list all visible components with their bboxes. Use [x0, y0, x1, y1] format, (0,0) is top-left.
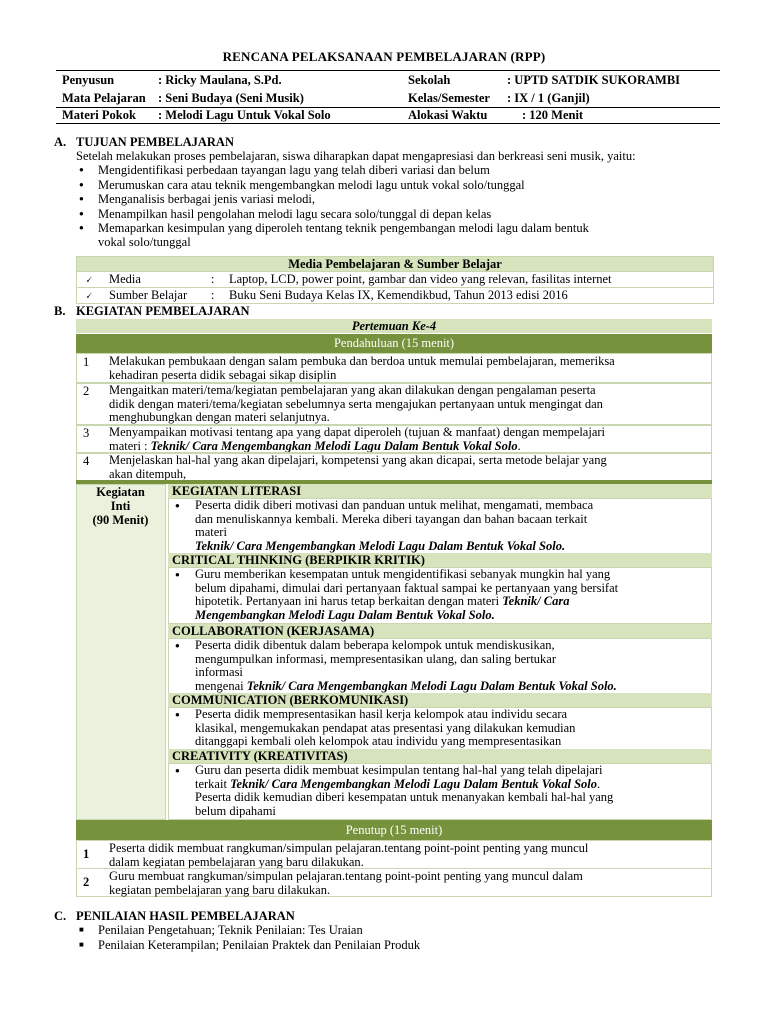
text-line: klasikal, mengemukakan pendapat atas presentasi yang dilakukan kemudian [195, 720, 576, 735]
section-a-title: TUJUAN PEMBELAJARAN [76, 135, 234, 149]
row-line: Menyampaikan motivasi tentang apa yang dapat diperoleh (tujuan & manfaat) dengan mempelajari [109, 425, 606, 439]
objective-item: ● Memaparkan kesimpulan yang diperoleh tentang teknik pengembangan melodi lagu dalam bentuk [76, 221, 716, 236]
row-text [109, 454, 699, 481]
assessment-list [76, 923, 676, 952]
row-line: menghubungkan dengan materi selanjutnya. [109, 410, 330, 424]
inti-label-line: Inti [110, 499, 131, 513]
row-text [109, 870, 699, 897]
text-line: ditanggapi kembali oleh kelompok atau individu yang mempresentasikan [195, 734, 562, 748]
text-line: belum dipahami, dimulai dari pertanyaan faktual sampai ke pertanyaan yang bersifat [195, 580, 619, 595]
assessment-item: ■ Penilaian Pengetahuan; Teknik Penilaian: Tes Uraian [76, 923, 676, 938]
row-number: 3 [83, 426, 90, 440]
critical-heading: CRITICAL THINKING (BERPIKIR KRITIK) [168, 553, 712, 567]
topic-emphasis: Teknik/ Cara [502, 594, 570, 608]
row-number: 2 [83, 384, 90, 398]
materi-value: : Melodi Lagu Untuk Vokal Solo [158, 108, 331, 122]
assessment-item: ■ Penilaian Keterampilan; Penilaian Praktek dan Penilaian Produk [76, 938, 676, 953]
critical-text [195, 568, 705, 622]
row-line [109, 440, 699, 454]
objectives-list [76, 163, 716, 236]
text-line: mengumpulkan informasi, mempresentasikan ulang, dan saling bertukar [195, 651, 557, 666]
penutup-band: Penutup (15 menit) [76, 820, 712, 840]
text-line: Peserta didik dibentuk dalam beberapa kelompok untuk mendiskusikan, [195, 638, 555, 652]
inti-label-line: (90 Menit) [92, 513, 149, 527]
sumber-value: Buku Seni Budaya Kelas IX, Kemendikbud, Tahun 2013 edisi 2016 [229, 288, 568, 302]
objective-item: ● Mengidentifikasi perbedaan tayangan lagu yang telah diberi variasi dan belum [76, 163, 716, 178]
sekolah-label: Sekolah [408, 73, 451, 87]
text-line: materi [195, 525, 227, 539]
section-a-letter: A. [54, 135, 67, 149]
kelas-label: Kelas/Semester [408, 91, 490, 105]
communication-body [168, 707, 712, 750]
pendahuluan-band: Pendahuluan (15 menit) [76, 334, 712, 353]
collaboration-text [195, 639, 705, 693]
header-row-2 [56, 89, 720, 107]
header-info-table [56, 70, 720, 124]
media-value: Laptop, LCD, power point, gambar dan video yang relevan, fasilitas internet [229, 272, 612, 286]
section-b-letter: B. [54, 304, 66, 318]
inti-label [76, 485, 165, 527]
text-line: informasi [195, 665, 243, 679]
mapel-value: : Seni Budaya (Seni Musik) [158, 91, 304, 105]
row-line-text: materi : [109, 438, 151, 453]
text-segment: . [597, 776, 601, 791]
row-line: Melakukan pembukaan dengan salam pembuka dan berdoa untuk memulai pembelajaran, memeriksa [109, 354, 615, 368]
topic-emphasis: Teknik/ Cara Mengembangkan Melodi Lagu Dalam Bentuk Vokal Solo [150, 438, 518, 453]
text-line [195, 680, 705, 694]
row-text [109, 842, 699, 869]
objective-item: ● Menampilkan hasil pengolahan melodi lagu secara solo/tunggal di depan kelas [76, 207, 716, 222]
text-line: Peserta didik kemudian diberi kesempatan untuk menanyakan kembali hal-hal yang [195, 790, 614, 804]
bullet-icon: ● [175, 641, 180, 650]
kelas-value: : IX / 1 (Ganjil) [507, 91, 590, 105]
text-line: Guru memberikan kesempatan untuk mengidentifikasi sebanyak mungkin hal yang [195, 567, 611, 581]
communication-text [195, 708, 705, 749]
section-a-intro: Setelah melakukan proses pembelajaran, siswa diharapkan dapat mengapresiasi dan berkreasi seni musik, yaitu: [76, 149, 636, 163]
row-line: dalam kegiatan pembelajaran yang baru dilakukan. [109, 854, 364, 869]
row-line: kehadiran peserta didik sebagai sikap disiplin [109, 367, 337, 382]
collaboration-body [168, 638, 712, 694]
pendahuluan-row [76, 382, 712, 426]
bullet-icon: ● [175, 766, 180, 775]
creativity-text [195, 764, 705, 818]
checkbox-icon: 🗸 [85, 289, 93, 302]
bullet-icon: ● [175, 710, 180, 719]
topic-emphasis: Teknik/ Cara Mengembangkan Melodi Lagu Dalam Bentuk Vokal Solo [230, 776, 598, 791]
media-heading: Media Pembelajaran & Sumber Belajar [77, 257, 713, 271]
row-line: Mengaitkan materi/tema/kegiatan pembelajaran yang akan dilakukan dengan pengalaman peserta [109, 383, 596, 397]
media-sep: : [211, 272, 215, 286]
communication-heading: COMMUNICATION (BERKOMUNIKASI) [168, 693, 712, 707]
penutup-row [76, 840, 712, 869]
row-line: Menjelaskan hal-hal yang akan dipelajari, kompetensi yang akan dicapai, serta metode belajar yang [109, 453, 607, 467]
materi-label: Materi Pokok [62, 108, 136, 122]
topic-emphasis: Mengembangkan Melodi Lagu Dalam Bentuk Vokal Solo. [195, 607, 495, 622]
row-line: kegiatan pembelajaran yang baru dilakukan. [109, 882, 331, 897]
sumber-sep: : [211, 288, 215, 302]
literasi-text [195, 499, 705, 553]
inti-label-cell [76, 484, 166, 820]
header-row-3 [56, 107, 720, 123]
header-row-1 [56, 71, 720, 89]
pendahuluan-row [76, 452, 712, 483]
penutup-row [76, 868, 712, 897]
text-line: Peserta didik mempresentasikan hasil kerja kelompok atau individu secara [195, 707, 568, 721]
section-c-letter: C. [54, 909, 67, 923]
pendahuluan-row [76, 424, 712, 454]
inti-label-line: Kegiatan [96, 485, 145, 499]
row-number: 4 [83, 454, 90, 468]
row-number: 2 [83, 875, 90, 889]
sekolah-value: : UPTD SATDIK SUKORAMBI [507, 73, 681, 87]
literasi-body [168, 498, 712, 554]
media-row [77, 271, 713, 287]
document-title: RENCANA PELAKSANAAN PEMBELAJARAN (RPP) [222, 49, 546, 64]
text-line: dan menuliskannya kembali. Mereka diberi tayangan dan bahan bacaan terkait [195, 511, 588, 526]
text-line [195, 595, 705, 609]
activities-table [76, 319, 712, 899]
row-line: akan ditempuh, [109, 466, 187, 481]
row-text [109, 355, 699, 382]
objective-item-continuation: vokal solo/tunggal [98, 235, 191, 249]
mapel-label: Mata Pelajaran [62, 91, 146, 105]
text-line: belum dipahami [195, 803, 276, 818]
text-segment: terkait [195, 776, 231, 791]
creativity-heading: CREATIVITY (KREATIVITAS) [168, 749, 712, 763]
section-b-title: KEGIATAN PEMBELAJARAN [76, 304, 250, 318]
collaboration-heading: COLLABORATION (KERJASAMA) [168, 624, 712, 638]
penyusun-label: Penyusun [62, 73, 115, 87]
bullet-icon: ● [175, 501, 180, 510]
sumber-label: Sumber Belajar [109, 288, 188, 302]
critical-body [168, 567, 712, 624]
pendahuluan-row [76, 353, 712, 384]
literasi-heading: KEGIATAN LITERASI [168, 484, 712, 498]
topic-emphasis: Teknik/ Cara Mengembangkan Melodi Lagu Dalam Bentuk Vokal Solo. [195, 538, 566, 553]
penyusun-value: : Ricky Maulana, S.Pd. [158, 73, 282, 87]
text-line [195, 778, 705, 792]
media-table [76, 256, 714, 304]
text-segment: hipotetik. Pertanyaan ini harus tetap berkaitan dengan materi [195, 594, 503, 608]
objective-item: ● Menganalisis berbagai jenis variasi melodi, [76, 192, 716, 207]
bullet-icon: ● [175, 570, 180, 579]
row-number: 1 [83, 355, 90, 369]
alokasi-value: : 120 Menit [522, 108, 584, 122]
row-text [109, 384, 699, 425]
row-line: didik dengan materi/tema/kegiatan sebelumnya serta mengajukan pertanyaan untuk mengingat dan [109, 396, 603, 411]
row-text [109, 426, 699, 453]
alokasi-label: Alokasi Waktu [408, 108, 488, 122]
row-line: Guru membuat rangkuman/simpulan pelajaran.tentang point-point penting yang muncul dalam [109, 869, 583, 883]
topic-emphasis: Teknik/ Cara Mengembangkan Melodi Lagu Dalam Bentuk Vokal Solo. [246, 678, 617, 693]
row-line: Peserta didik membuat rangkuman/simpulan pelajaran.tentang point-point penting yang muncul [109, 841, 589, 855]
checkbox-icon: 🗸 [85, 273, 93, 286]
creativity-body [168, 763, 712, 820]
row-line-text: . [517, 438, 521, 453]
sumber-row [77, 287, 713, 303]
text-segment: mengenai [195, 678, 247, 693]
objective-item: ● Merumuskan cara atau teknik mengembangkan melodi lagu untuk vokal solo/tunggal [76, 178, 716, 193]
pertemuan-band: Pertemuan Ke-4 [76, 319, 712, 333]
text-line: Peserta didik diberi motivasi dan panduan untuk melihat, mengamati, membaca [195, 498, 594, 512]
media-label: Media [109, 272, 141, 286]
section-c-title: PENILAIAN HASIL PEMBELAJARAN [76, 909, 295, 923]
row-number: 1 [83, 847, 90, 861]
text-line: Guru dan peserta didik membuat kesimpulan tentang hal-hal yang telah dipelajari [195, 763, 603, 777]
